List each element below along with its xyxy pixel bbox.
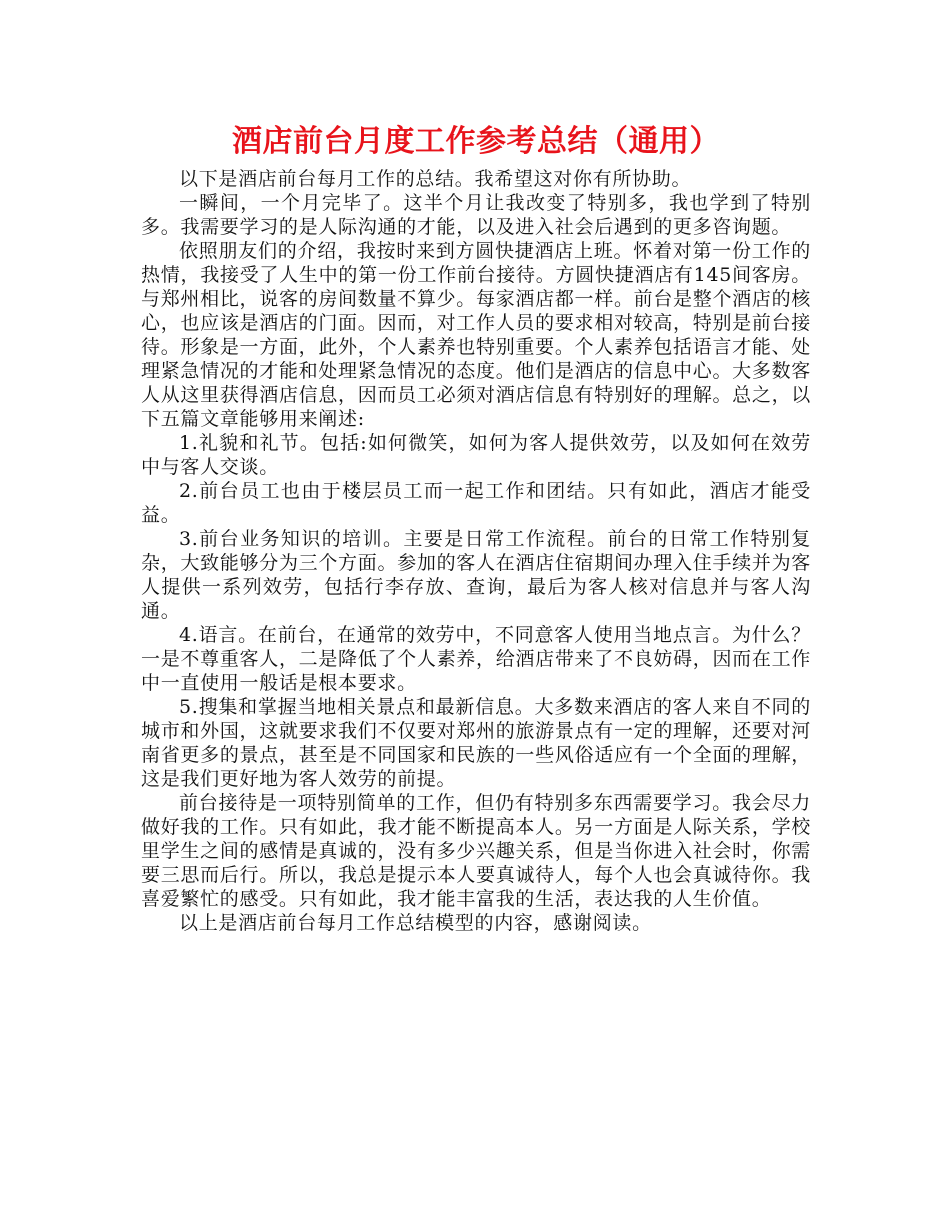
paragraph-item-1: 1.礼貌和礼节。包括:如何微笑，如何为客人提供效劳，以及如何在效劳中与客人交谈。 <box>141 432 811 478</box>
paragraph-item-2: 2.前台员工也由于楼层员工而一起工作和团结。只有如此，酒店才能受益。 <box>141 480 811 526</box>
paragraph-item-3: 3.前台业务知识的培训。主要是日常工作流程。前台的日常工作特别复杂，大致能够分为三个方面。参加的客人在酒店住宿期间办理入住手续并为客人提供一系列效劳，包括行李存放、查询，最后为客人核对信息并与客人沟通。 <box>141 528 811 622</box>
paragraph-item-4: 4.语言。在前台，在通常的效劳中，不同意客人使用当地点言。为什么？一是不尊重客人，二是降低了个人素养，给酒店带来了不良妨碍，因而在工作中一直使用一般话是根本要求。 <box>141 624 811 694</box>
paragraph-closing: 以上是酒店前台每月工作总结模型的内容，感谢阅读。 <box>179 912 652 934</box>
document-page <box>141 122 811 935</box>
paragraph-reflection: 前台接待是一项特别简单的工作，但仍有特别多东西需要学习。我会尽力做好我的工作。只有如此，我才能不断提高本人。另一方面是人际关系，学校里学生之间的感情是真诚的，没有多少兴趣关系，但是当你进入社会时，你需要三思而后行。所以，我总是提示本人要真诚待人，每个人也会真诚待你。我喜爱繁忙的感受。只有如此，我才能丰富我的生活，表达我的人生价值。 <box>141 792 811 910</box>
paragraph-month-summary: 一瞬间，一个月完毕了。这半个月让我改变了特别多，我也学到了特别多。我需要学习的是人际沟通的才能，以及进入社会后遇到的更多咨询题。 <box>141 192 811 238</box>
paragraph-intro: 以下是酒店前台每月工作的总结。我希望这对你有所协助。 <box>179 168 692 190</box>
document-body <box>141 167 811 935</box>
paragraph-item-5: 5.搜集和掌握当地相关景点和最新信息。大多数来酒店的客人来自不同的城市和外国，这就要求我们不仅要对郑州的旅游景点有一定的理解，还要对河南省更多的景点，甚至是不同国家和民族的一些风俗适应有一个全面的理解，这是我们更好地为客人效劳的前提。 <box>141 696 811 790</box>
document-title: 酒店前台月度工作参考总结（通用） <box>232 124 720 159</box>
paragraph-hotel-introduction: 依照朋友们的介绍，我按时来到方圆快捷酒店上班。怀着对第一份工作的热情，我接受了人生中的第一份工作前台接待。方圆快捷酒店有145间客房。与郑州相比，说客的房间数量不算少。每家酒店都一样。前台是整个酒店的核心，也应该是酒店的门面。因而，对工作人员的要求相对较高，特别是前台接待。形象是一方面，此外，个人素养也特别重要。个人素养包括语言才能、处理紧急情况的才能和处理紧急情况的态度。他们是酒店的信息中心。大多数客人从这里获得酒店信息，因而员工必须对酒店信息有特别好的理解。总之，以下五篇文章能够用来阐述: <box>141 240 811 430</box>
